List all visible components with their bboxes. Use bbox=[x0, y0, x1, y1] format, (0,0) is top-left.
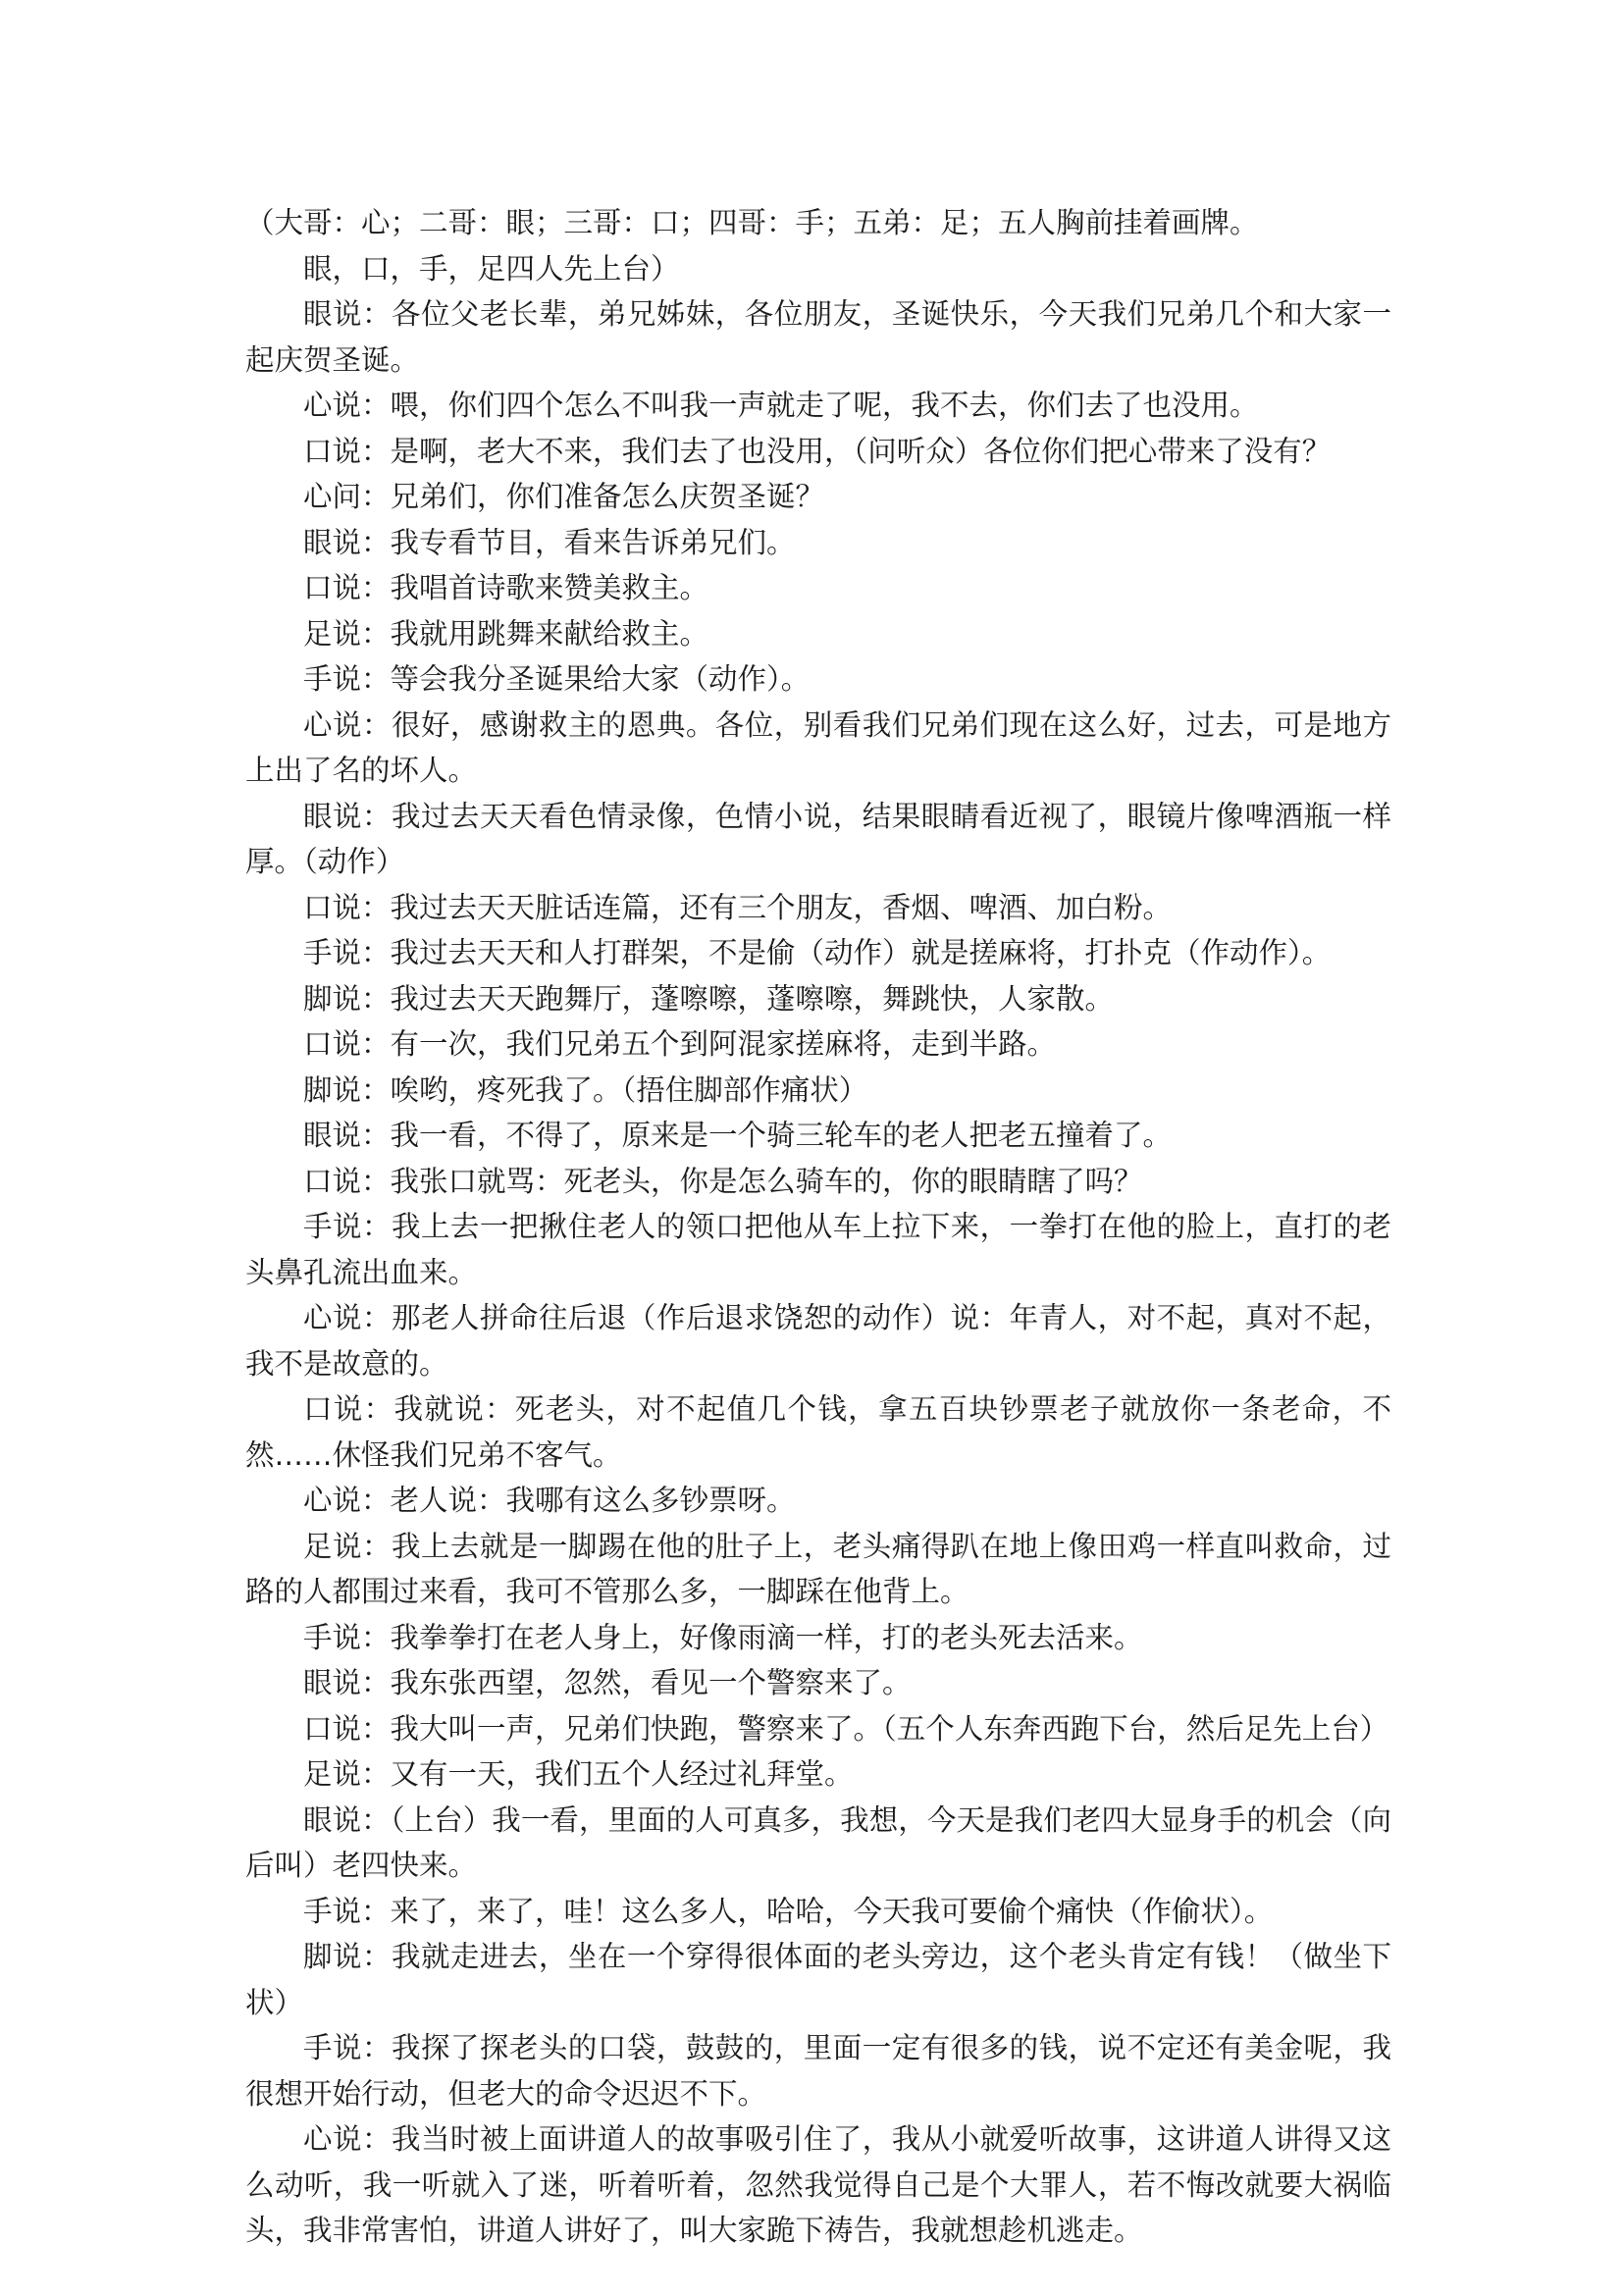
script-text bbox=[245, 200, 1391, 2254]
paragraph: 口说：我过去天天脏话连篇，还有三个朋友，香烟、啤酒、加白粉。 bbox=[303, 890, 1173, 924]
paragraph: 心说：我当时被上面讲道人的故事吸引住了，我从小就爱听故事，这讲道人讲得又这么动听，我一听就入了迷，听着听着，忽然我觉得自己是个大罪人，若不悔改就要大祸临头，我非常害怕，讲道人讲好了，叫大家跪下祷告，我就想趁机逃走。 bbox=[245, 2122, 1391, 2247]
paragraph: 心说：那老人拼命往后退（作后退求饶恕的动作）说：年青人，对不起，真对不起，我不是故意的。 bbox=[245, 1301, 1391, 1381]
paragraph: 眼，口，手，足四人先上台） bbox=[303, 251, 680, 286]
paragraph: 眼说：我专看节目，看来告诉弟兄们。 bbox=[303, 525, 796, 559]
paragraph: 口说：我唱首诗歌来赞美救主。 bbox=[303, 571, 709, 604]
paragraph: 手说：我上去一把揪住老人的领口把他从车上拉下来，一拳打在他的脸上，直打的老头鼻孔流出血来。 bbox=[245, 1210, 1391, 1289]
paragraph: 眼说：我东张西望，忽然，看见一个警察来了。 bbox=[303, 1666, 912, 1699]
paragraph: 手说：来了，来了，哇！这么多人，哈哈，今天我可要偷个痛快（作偷状）。 bbox=[303, 1894, 1274, 1928]
paragraph: 足说：我上去就是一脚踢在他的肚子上，老头痛得趴在地上像田鸡一样直叫救命，过路的人都围过来看，我可不管那么多，一脚踩在他背上。 bbox=[245, 1529, 1391, 1608]
paragraph: 手说：我探了探老头的口袋，鼓鼓的，里面一定有很多的钱，说不定还有美金呢，我很想开始行动，但老大的命令迟迟不下。 bbox=[245, 2031, 1391, 2111]
paragraph: 心说：喂，你们四个怎么不叫我一声就走了呢，我不去，你们去了也没用。 bbox=[303, 389, 1259, 422]
paragraph: 眼说：（上台）我一看，里面的人可真多，我想，今天是我们老四大显身手的机会（向后叫）老四快来。 bbox=[245, 1802, 1391, 1882]
paragraph: 眼说：各位父老长辈，弟兄姊妹，各位朋友，圣诞快乐，今天我们兄弟几个和大家一起庆贺圣诞。 bbox=[245, 297, 1391, 377]
paragraph: （大哥：心；二哥：眼；三哥：口；四哥：手；五弟：足；五人胸前挂着画牌。 bbox=[245, 206, 1259, 239]
paragraph: 足说：又有一天，我们五个人经过礼拜堂。 bbox=[303, 1757, 854, 1791]
paragraph: 心说：老人说：我哪有这么多钞票呀。 bbox=[303, 1484, 796, 1517]
paragraph: 脚说：我过去天天跑舞厅，蓬嚓嚓，蓬嚓嚓，舞跳快，人家散。 bbox=[303, 981, 1115, 1016]
paragraph: 口说：是啊，老大不来，我们去了也没用，（问听众）各位你们把心带来了没有？ bbox=[303, 434, 1332, 468]
paragraph: 手说：等会我分圣诞果给大家（动作）。 bbox=[303, 662, 811, 696]
paragraph: 口说：我大叫一声，兄弟们快跑，警察来了。（五个人东奔西跑下台，然后足先上台） bbox=[303, 1711, 1389, 1746]
paragraph: 心问：兄弟们，你们准备怎么庆贺圣诞？ bbox=[303, 480, 825, 513]
paragraph: 脚说：唉哟，疼死我了。（捂住脚部作痛状） bbox=[303, 1072, 868, 1107]
paragraph: 足说：我就用跳舞来献给救主。 bbox=[303, 616, 709, 651]
paragraph: 眼说：我一看，不得了，原来是一个骑三轮车的老人把老五撞着了。 bbox=[303, 1119, 1173, 1152]
paragraph: 手说：我拳拳打在老人身上，好像雨滴一样，打的老头死去活来。 bbox=[303, 1620, 1143, 1654]
paragraph: 口说：我张口就骂：死老头，你是怎么骑车的，你的眼睛瞎了吗？ bbox=[303, 1164, 1143, 1198]
paragraph: 口说：有一次，我们兄弟五个到阿混家搓麻将，走到半路。 bbox=[303, 1027, 1057, 1061]
paragraph: 手说：我过去天天和人打群架，不是偷（动作）就是搓麻将，打扑克（作动作）。 bbox=[303, 936, 1332, 969]
paragraph: 眼说：我过去天天看色情录像，色情小说，结果眼睛看近视了，眼镜片像啤酒瓶一样厚。（动作） bbox=[245, 799, 1391, 878]
paragraph: 脚说：我就走进去，坐在一个穿得很体面的老头旁边，这个老头肯定有钱！（做坐下状） bbox=[245, 1940, 1391, 2019]
paragraph: 心说：很好，感谢救主的恩典。各位，别看我们兄弟们现在这么好，过去，可是地方上出了名的坏人。 bbox=[245, 707, 1391, 787]
paragraph: 口说：我就说：死老头，对不起值几个钱，拿五百块钞票老子就放你一条老命，不然……休怪我们兄弟不客气。 bbox=[245, 1392, 1391, 1472]
